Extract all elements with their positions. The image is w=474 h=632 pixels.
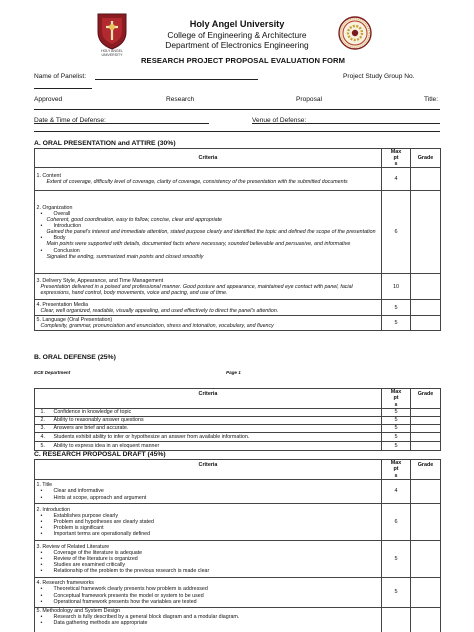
university-name: Holy Angel University	[189, 19, 285, 29]
criterion-item: Research is fully described by a general block diagram and a modular diagram.	[53, 614, 240, 621]
table-row	[35, 191, 441, 274]
bullet-icon: •	[40, 620, 43, 627]
max-points: 5	[382, 409, 411, 417]
criterion-title: 3. Review of Related Literature	[36, 543, 110, 550]
table-row: 3. Answers are brief and accurate. 5	[35, 425, 441, 433]
max-points: 5	[382, 442, 411, 451]
max-points	[382, 608, 411, 632]
criterion-item: Studies are examined critically	[53, 562, 126, 569]
max-points: 10	[382, 274, 411, 300]
criterion-description: Complexity, grammar, pronunciation and enunciation, stress and intonation, vocabulary, and fluency	[40, 323, 274, 330]
grade-cell[interactable]	[411, 433, 441, 442]
bullet-icon: •	[40, 531, 43, 538]
max-points-header: Max pt s	[382, 389, 411, 409]
grade-cell[interactable]	[411, 541, 441, 578]
grade-header: Grade	[411, 460, 441, 480]
criteria-header: Criteria	[35, 389, 382, 409]
criterion-text: Ability to express idea in an eloquent manner	[53, 442, 160, 449]
table-row: 4. Students exhibit ability to infer or hypothesize an answer from available information. 5	[35, 433, 441, 442]
criteria-header: Criteria	[35, 460, 382, 480]
bullet-icon: •	[40, 562, 43, 569]
criterion-item: Coverage of the literature is adequate	[53, 549, 143, 556]
max-points: 4	[382, 168, 411, 191]
bullet-icon: •	[40, 586, 43, 593]
footer-department: ECE Department	[34, 370, 71, 375]
grade-cell[interactable]	[411, 168, 441, 191]
criterion-title: 3. Delivery Style, Appearance, and Time Management	[36, 277, 164, 284]
max-points: 6	[382, 504, 411, 541]
criterion-text: Confidence in knowledge of topic	[53, 409, 132, 416]
grade-cell[interactable]	[411, 578, 441, 608]
criterion-item: Relationship of the problem to the previous research is made clear	[53, 568, 210, 575]
criterion-title: 5. Language (Oral Presentation)	[36, 317, 113, 324]
criteria-header: Criteria	[35, 149, 382, 168]
bullet-icon: •	[40, 555, 43, 562]
sub-criterion-label: Introduction	[53, 223, 82, 230]
max-points: 6	[382, 191, 411, 274]
divider-line	[34, 131, 440, 132]
sub-criterion-description: Gained the panel's interest and immediate attention, stated purpose clearly and identified the topic and defined the scope of the presentation	[46, 229, 376, 236]
max-points: 4	[382, 480, 411, 504]
bullet-icon: •	[40, 592, 43, 599]
grade-cell[interactable]	[411, 442, 441, 451]
bullet-icon: •	[40, 525, 43, 532]
project-group-input-line[interactable]	[34, 88, 92, 89]
criterion-item: Data gathering methods are appropriate	[53, 620, 148, 627]
research-label: Research	[166, 96, 195, 103]
bullet-icon: •	[40, 494, 43, 501]
approved-label: Approved	[34, 96, 63, 103]
max-points: 5	[382, 300, 411, 316]
criterion-title: 2. Organization	[36, 204, 73, 211]
project-group-label: Project Study Group No.	[343, 73, 415, 80]
max-points: 5	[382, 433, 411, 442]
max-points: 5	[382, 541, 411, 578]
criterion-title: 4. Research frameworks	[36, 580, 94, 587]
grade-cell[interactable]	[411, 191, 441, 274]
grade-cell[interactable]	[411, 274, 441, 300]
table-row: 1. Confidence in knowledge of topic 5	[35, 409, 441, 417]
criterion-description: Clear, well organized, readable, visually appealing, and used effectively to direct the panel's attention.	[40, 307, 279, 314]
sub-criterion-description: Signaled the ending, summarized main points and closed smoothly	[46, 253, 204, 260]
table-row: 5. Ability to express idea in an eloquent manner 5	[35, 442, 441, 451]
table-row	[35, 316, 441, 331]
criterion-text: Answers are brief and accurate.	[53, 425, 129, 432]
table-row	[35, 608, 441, 632]
criterion-item: Conceptual framework presents the model or system to be used	[53, 592, 204, 599]
grade-header: Grade	[411, 389, 441, 409]
bullet-icon: •	[40, 518, 43, 525]
grade-cell[interactable]	[411, 608, 441, 632]
grade-header: Grade	[411, 149, 441, 168]
title-label: Title:	[424, 96, 439, 103]
criterion-title: 5. Methodology and System Design	[36, 608, 121, 614]
bullet-icon: •	[40, 210, 43, 217]
proposal-draft-table	[34, 459, 441, 632]
bullet-icon: •	[40, 247, 43, 254]
grade-cell[interactable]	[411, 409, 441, 417]
criterion-text: Ability to reasonably answer questions	[53, 417, 144, 424]
criterion-item: Problem and hypotheses are clearly stated	[53, 518, 154, 525]
oral-presentation-table	[34, 148, 441, 331]
grade-cell[interactable]	[411, 504, 441, 541]
college-name: College of Engineering & Architecture	[167, 30, 307, 40]
grade-cell[interactable]	[411, 316, 441, 331]
bullet-icon: •	[40, 488, 43, 495]
criterion-description: Presentation delivered in a poised and professional manner. Good posture and appearance, maintained eye contact with panel, facial expressions, hand control, body movements, voice and pacing, and use of time.	[40, 283, 353, 296]
section-b-heading: B. ORAL DEFENSE (25%)	[34, 354, 116, 361]
criterion-item: Important terms are operationally defined	[53, 531, 151, 538]
sub-criterion-description: Main points were supported with details, documented facts where necessary, sounded believable and persuasive, and informative	[46, 241, 351, 248]
section-c-heading: C. RESEARCH PROPOSAL DRAFT (45%)	[34, 451, 166, 458]
criterion-item: Theoretical framework clearly presents how problem is addressed	[53, 586, 208, 593]
sub-criterion-label: Overall	[53, 210, 71, 217]
datetime-input-line[interactable]	[34, 123, 209, 124]
section-a-heading: A. ORAL PRESENTATION and ATTIRE (30%)	[34, 140, 176, 147]
bullet-icon: •	[40, 512, 43, 519]
criterion-title: 4. Presentation Media	[36, 301, 89, 308]
max-points: 5	[382, 417, 411, 425]
max-points-header: Max pt s	[382, 460, 411, 480]
grade-cell[interactable]	[411, 480, 441, 504]
proposal-label: Proposal	[296, 96, 323, 103]
criterion-item: Review of the literature is organized	[53, 555, 138, 562]
max-points-header: Max pt s	[382, 149, 411, 168]
grade-cell[interactable]	[411, 417, 441, 425]
grade-cell[interactable]	[411, 425, 441, 433]
panelist-label: Name of Panelist:	[34, 73, 87, 80]
sub-criterion-description: Coherent, good coordination, easy to follow, concise, clear and appropriate	[46, 217, 222, 224]
max-points: 5	[382, 316, 411, 331]
table-row	[35, 300, 441, 316]
bullet-icon: •	[40, 568, 43, 575]
criterion-title: 1. Content	[36, 173, 61, 180]
bullet-icon: •	[40, 235, 43, 242]
datetime-label: Date & Time of Defense:	[34, 117, 106, 124]
max-points: 5	[382, 578, 411, 608]
table-row	[35, 504, 441, 541]
criterion-description: Extent of coverage, difficulty level of coverage, clarity of coverage, consistency of the presentation with the submitted documents	[46, 179, 348, 186]
grade-cell[interactable]	[411, 300, 441, 316]
criterion-title: 2. Introduction	[36, 506, 71, 513]
table-row	[35, 480, 441, 504]
max-points: 5	[382, 425, 411, 433]
table-row	[35, 578, 441, 608]
criterion-text: Students exhibit ability to infer or hypothesize an answer from available information.	[53, 433, 250, 440]
venue-input-line[interactable]	[252, 123, 440, 124]
criterion-item: Clear and informative	[53, 488, 104, 495]
table-row	[35, 274, 441, 300]
bullet-icon: •	[40, 549, 43, 556]
footer-page-number: Page 1	[226, 370, 241, 375]
criterion-item: Hints at scope, approach and argument	[53, 494, 147, 501]
panelist-input-line[interactable]	[95, 79, 258, 80]
criterion-title: 1. Title	[36, 482, 53, 489]
table-row: 2. Ability to reasonably answer questions 5	[35, 417, 441, 425]
sub-criterion-label: Body	[53, 235, 66, 242]
criterion-item: Operational framework presents how the variables are tested	[53, 598, 197, 605]
bullet-icon: •	[40, 614, 43, 621]
bullet-icon: •	[40, 223, 43, 230]
bullet-icon: •	[40, 598, 43, 605]
sub-criterion-label: Conclusion	[53, 247, 80, 254]
table-row	[35, 541, 441, 578]
venue-label: Venue of Defense:	[252, 117, 307, 124]
oral-defense-table	[34, 388, 441, 451]
table-row	[35, 168, 441, 191]
title-input-line[interactable]	[34, 109, 440, 110]
criterion-item: Establishes purpose clearly	[53, 512, 118, 519]
logo-caption: HOLY ANGEL UNIVERSITY	[101, 49, 123, 57]
department-name: Department of Electronics Engineering	[165, 39, 309, 50]
criterion-item: Problem is significant	[53, 525, 104, 532]
form-title: RESEARCH PROJECT PROPOSAL EVALUATION FORM	[140, 56, 346, 65]
